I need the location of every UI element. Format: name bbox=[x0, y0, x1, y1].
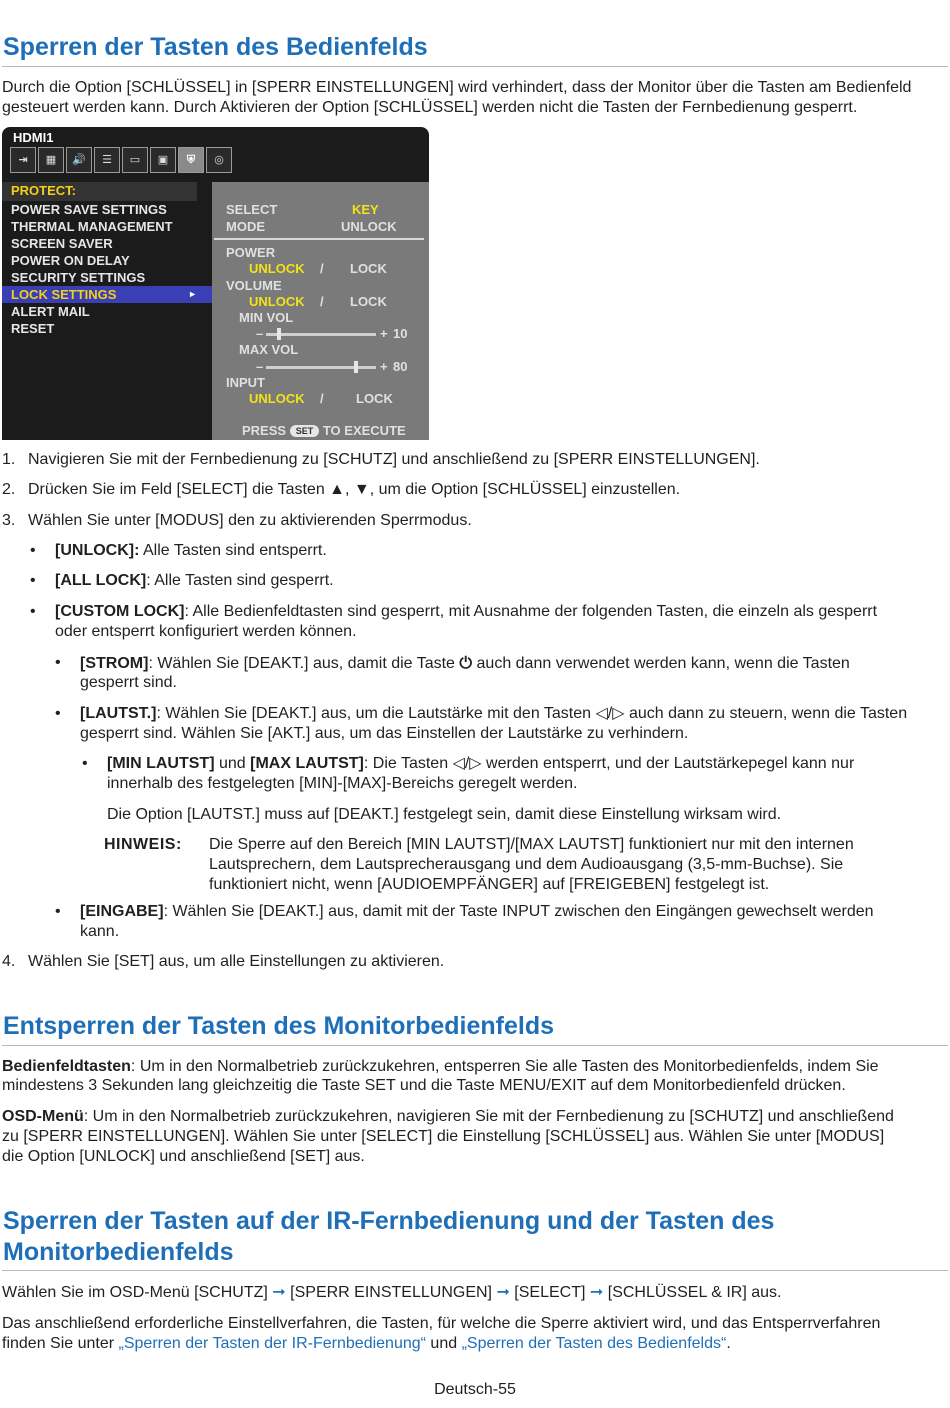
section3-path bbox=[2, 1283, 781, 1303]
osd-press-label: PRESS bbox=[242, 423, 287, 438]
section3-p-text-c: . bbox=[726, 1335, 731, 1352]
multi-input-icon: ▭ bbox=[122, 147, 148, 173]
section3-path-c: [SELECT] bbox=[514, 1284, 586, 1301]
osd-max-vol-label: MAX VOL bbox=[239, 342, 299, 357]
section3-p-text-a: finden Sie unter bbox=[2, 1335, 119, 1352]
osd-select-value: KEY bbox=[352, 202, 379, 217]
eingabe-option-text: : Wählen Sie [DEAKT.] aus, damit mit der Taste INPUT zwischen den Eingängen gewechselt werden bbox=[163, 903, 874, 920]
unlock-option bbox=[55, 541, 327, 561]
all-lock-option-label: [ALL LOCK] bbox=[55, 572, 147, 589]
osd-menu-item: SCREEN SAVER bbox=[11, 236, 113, 251]
section1-title: Sperren der Tasten des Bedienfelds bbox=[3, 33, 428, 61]
hinweis-line2: Lautsprechern, dem Lautsprecherausgang und dem Audioausgang (3,5-mm-Buchse). Sie bbox=[209, 856, 844, 873]
osd-separator bbox=[214, 238, 424, 240]
section1-intro-line2: gesteuert werden kann. Durch Aktivieren der Option [SCHLÜSSEL] werden nicht die Tasten der Fernbedienung gesperrt. bbox=[2, 99, 858, 116]
hinweis-label: HINWEIS: bbox=[104, 836, 182, 853]
custom-lock-option-line2: oder entsperrt konfiguriert werden können. bbox=[55, 623, 357, 640]
lautst-option-text: : Wählen Sie [DEAKT.] aus, um die Lautstärke mit den Tasten ◁/▷ auch dann zu steuern, wenn die Tasten bbox=[156, 705, 908, 722]
min-max-option bbox=[107, 754, 854, 774]
lautst-option bbox=[80, 704, 907, 724]
osd-protect-label: PROTECT: bbox=[2, 182, 197, 201]
custom-lock-option-label: [CUSTOM LOCK] bbox=[55, 603, 185, 620]
protect-icon: ⛨ bbox=[178, 147, 204, 173]
osd-mode-value: UNLOCK bbox=[341, 219, 397, 234]
unlock-option-text: Alle Tasten sind entsperrt. bbox=[139, 542, 327, 559]
section3-p-text-b: und bbox=[425, 1335, 462, 1352]
bullet: • bbox=[30, 542, 36, 559]
custom-lock-option-text: : Alle Bedienfeldtasten sind gesperrt, mit Ausnahme der folgenden Tasten, die einzeln als gesperrt bbox=[184, 603, 878, 620]
bullet: • bbox=[55, 705, 61, 722]
step-number: 2. bbox=[2, 481, 16, 498]
osd-menue-label: OSD-Menü bbox=[2, 1108, 84, 1125]
strom-option-label: [STROM] bbox=[80, 655, 149, 672]
strom-option-text: : Wählen Sie [DEAKT.] aus, damit die Taste bbox=[148, 655, 455, 672]
step-number: 4. bbox=[2, 953, 16, 970]
step-number: 3. bbox=[2, 512, 16, 529]
audio-icon: 🔊 bbox=[66, 147, 92, 173]
eingabe-option bbox=[80, 902, 874, 922]
osd-menu-item: RESET bbox=[11, 321, 55, 336]
display-icon: ▣ bbox=[150, 147, 176, 173]
section2-rule bbox=[2, 1045, 948, 1046]
osd-max-vol-plus: + bbox=[380, 359, 388, 374]
section3-title-line2: Monitorbedienfelds bbox=[3, 1238, 234, 1266]
link-ir-remote-lock[interactable]: „Sperren der Tasten der IR-Fernbedienung“ bbox=[118, 1335, 426, 1352]
min-max-option-text: : Die Tasten ◁/▷ werden entsperrt, und der Lautstärkepegel kann nur bbox=[363, 755, 855, 772]
eingabe-option-line2: kann. bbox=[80, 923, 120, 940]
osd-min-vol-label: MIN VOL bbox=[239, 310, 294, 325]
osd-menu-item: THERMAL MANAGEMENT bbox=[11, 219, 173, 234]
hinweis-line1: Die Sperre auf den Bereich [MIN LAUTST]/[MAX LAUTST] funktioniert nur mit den internen bbox=[209, 836, 854, 853]
section2-p2-line1 bbox=[2, 1107, 894, 1127]
step-3-text: Wählen Sie unter [MODUS] den zu aktivierenden Sperrmodus. bbox=[28, 512, 472, 529]
lautst-option-line2: gesperrt sind. Wählen Sie [AKT.] aus, um das Einstellen der Lautstärke zu verhindern. bbox=[80, 725, 689, 742]
osd-power-lock: LOCK bbox=[350, 261, 387, 276]
section3-p-line1: Das anschließend erforderliche Einstellverfahren, die Tasten, für welche die Sperre aktiviert wird, und das Entsperrverfahren bbox=[2, 1315, 881, 1332]
osd-min-vol-knob bbox=[277, 328, 281, 340]
osd-menu-item: POWER ON DELAY bbox=[11, 253, 130, 268]
bullet: • bbox=[30, 603, 36, 620]
lautst-note: Die Option [LAUTST.] muss auf [DEAKT.] festgelegt sein, damit diese Einstellung wirksam wird. bbox=[107, 806, 782, 823]
osd-volume-slash: / bbox=[320, 294, 324, 309]
section3-path-d: [SCHLÜSSEL & IR] aus. bbox=[607, 1284, 782, 1301]
osd-max-vol-value: 80 bbox=[393, 359, 408, 374]
all-lock-option-text: : Alle Tasten sind gesperrt. bbox=[146, 572, 334, 589]
step-2-text: Drücken Sie im Feld [SELECT] die Tasten ▲, ▼, um die Option [SCHLÜSSEL] einzustellen. bbox=[28, 481, 681, 498]
section2-p1-line2: mindestens 3 Sekunden lang gleichzeitig die Taste SET und die Taste MENU/EXIT auf dem Monitorbedienfeld drücken. bbox=[2, 1077, 846, 1094]
strom-option bbox=[80, 653, 850, 674]
osd-power-unlock: UNLOCK bbox=[249, 261, 305, 276]
osd-volume-lock: LOCK bbox=[350, 294, 387, 309]
section2-p2-line3: die Option [UNLOCK] und anschließend [SET] aus. bbox=[2, 1148, 365, 1165]
osd-icon-bar bbox=[10, 147, 238, 177]
custom-lock-option bbox=[55, 602, 877, 622]
osd-max-vol-track bbox=[266, 366, 376, 369]
hinweis-line3: funktioniert nicht, wenn [AUDIOEMPFÄNGER] auf [FREIGEBEN] festgelegt ist. bbox=[209, 876, 770, 893]
power-icon: ⏻ bbox=[459, 653, 473, 672]
section3-path-a: Wählen Sie im OSD-Menü [SCHUTZ] bbox=[2, 1284, 268, 1301]
picture-icon: ▦ bbox=[38, 147, 64, 173]
step-1-text: Navigieren Sie mit der Fernbedienung zu [SCHUTZ] und anschließend zu [SPERR EINSTELLUNGEN]. bbox=[28, 451, 760, 468]
min-max-option-line2: innerhalb des festgelegten [MIN]-[MAX]-Bereichs geregelt werden. bbox=[107, 775, 578, 792]
all-lock-option bbox=[55, 571, 334, 591]
osd-menu-item-label: LOCK SETTINGS bbox=[11, 287, 117, 302]
osd-mode-label: MODE bbox=[226, 219, 265, 234]
osd-input-unlock: UNLOCK bbox=[249, 391, 305, 406]
osd-screenshot bbox=[2, 127, 429, 440]
osd-max-vol-knob bbox=[354, 361, 358, 373]
osd-to-execute-label: TO EXECUTE bbox=[322, 423, 406, 438]
chevron-right-icon: ► bbox=[188, 289, 197, 299]
section3-rule bbox=[2, 1270, 948, 1271]
osd-input-slash: / bbox=[320, 391, 324, 406]
bullet: • bbox=[82, 755, 88, 772]
section2-p2-text: : Um in den Normalbetrieb zurückzukehren, navigieren Sie mit der Fernbedienung zu [SCHUTZ] und anschließend bbox=[83, 1108, 894, 1125]
osd-select-label: SELECT bbox=[226, 202, 278, 217]
min-max-und: und bbox=[214, 755, 251, 772]
min-lautst-label: [MIN LAUTST] bbox=[107, 755, 215, 772]
section2-p1-line1 bbox=[2, 1057, 879, 1077]
step-4-text: Wählen Sie [SET] aus, um alle Einstellungen zu aktivieren. bbox=[28, 953, 445, 970]
osd-power-slash: / bbox=[320, 261, 324, 276]
input-icon: ⇥ bbox=[10, 147, 36, 173]
section1-intro-line1: Durch die Option [SCHLÜSSEL] in [SPERR EINSTELLUNGEN] wird verhindert, dass der Monitor über die Tasten am Bedienfeld bbox=[2, 79, 912, 96]
bullet: • bbox=[55, 654, 61, 671]
osd-right-panel bbox=[212, 182, 429, 440]
osd-min-vol-minus: – bbox=[256, 326, 264, 341]
section2-title: Entsperren der Tasten des Monitorbedienfelds bbox=[3, 1012, 555, 1040]
lautst-option-label: [LAUTST.] bbox=[80, 705, 157, 722]
osd-menu-item-selected bbox=[2, 286, 212, 303]
osd-input-lock: LOCK bbox=[356, 391, 393, 406]
unlock-option-label: [UNLOCK]: bbox=[55, 542, 140, 559]
section3-p-line2 bbox=[2, 1334, 731, 1354]
section2-p2-line2: zu [SPERR EINSTELLUNGEN]. Wählen Sie unter [SELECT] die Einstellung [SCHLÜSSEL] aus. Wählen Sie unter [MODUS] bbox=[2, 1128, 885, 1145]
osd-power-label: POWER bbox=[226, 245, 276, 260]
osd-volume-unlock: UNLOCK bbox=[249, 294, 305, 309]
arrow-right-icon: ➞ bbox=[589, 1284, 604, 1301]
section3-title-line1: Sperren der Tasten auf der IR-Fernbedienung und der Tasten des bbox=[3, 1207, 775, 1235]
osd-min-vol-value: 10 bbox=[393, 326, 408, 341]
osd-volume-label: VOLUME bbox=[226, 278, 282, 293]
bullet: • bbox=[55, 903, 61, 920]
max-lautst-label: [MAX LAUTST] bbox=[250, 755, 364, 772]
section1-rule bbox=[2, 66, 948, 67]
system-icon: ◎ bbox=[206, 147, 232, 173]
section3-path-b: [SPERR EINSTELLUNGEN] bbox=[290, 1284, 492, 1301]
osd-press-set-hint bbox=[242, 422, 406, 439]
osd-input-row-label: INPUT bbox=[226, 375, 265, 390]
bullet: • bbox=[30, 572, 36, 589]
osd-max-vol-minus: – bbox=[256, 359, 264, 374]
set-button-icon: SET bbox=[290, 425, 320, 437]
osd-menu-item: POWER SAVE SETTINGS bbox=[11, 202, 167, 217]
strom-option-text-b: auch dann verwendet werden kann, wenn die Tasten bbox=[476, 655, 850, 672]
arrow-right-icon: ➞ bbox=[272, 1284, 286, 1301]
bedienfeldtasten-label: Bedienfeldtasten bbox=[2, 1058, 131, 1075]
step-number: 1. bbox=[2, 451, 16, 468]
osd-left-menu bbox=[2, 182, 212, 440]
eingabe-option-label: [EINGABE] bbox=[80, 903, 164, 920]
osd-min-vol-track bbox=[266, 333, 376, 336]
osd-input-label: HDMI1 bbox=[13, 130, 54, 145]
page-number: Deutsch-55 bbox=[434, 1381, 516, 1398]
strom-option-line2: gesperrt sind. bbox=[80, 674, 177, 691]
link-panel-lock[interactable]: „Sperren der Tasten des Bedienfelds“ bbox=[461, 1335, 727, 1352]
osd-min-vol-plus: + bbox=[380, 326, 388, 341]
arrow-right-icon: ➞ bbox=[496, 1284, 510, 1301]
section2-p1-text: : Um in den Normalbetrieb zurückzukehren, entsperren Sie alle Tasten des Monitorbedienfelds, indem Sie bbox=[130, 1058, 879, 1075]
osd-menu-item: SECURITY SETTINGS bbox=[11, 270, 146, 285]
schedule-icon: ☰ bbox=[94, 147, 120, 173]
osd-menu-item: ALERT MAIL bbox=[11, 304, 90, 319]
